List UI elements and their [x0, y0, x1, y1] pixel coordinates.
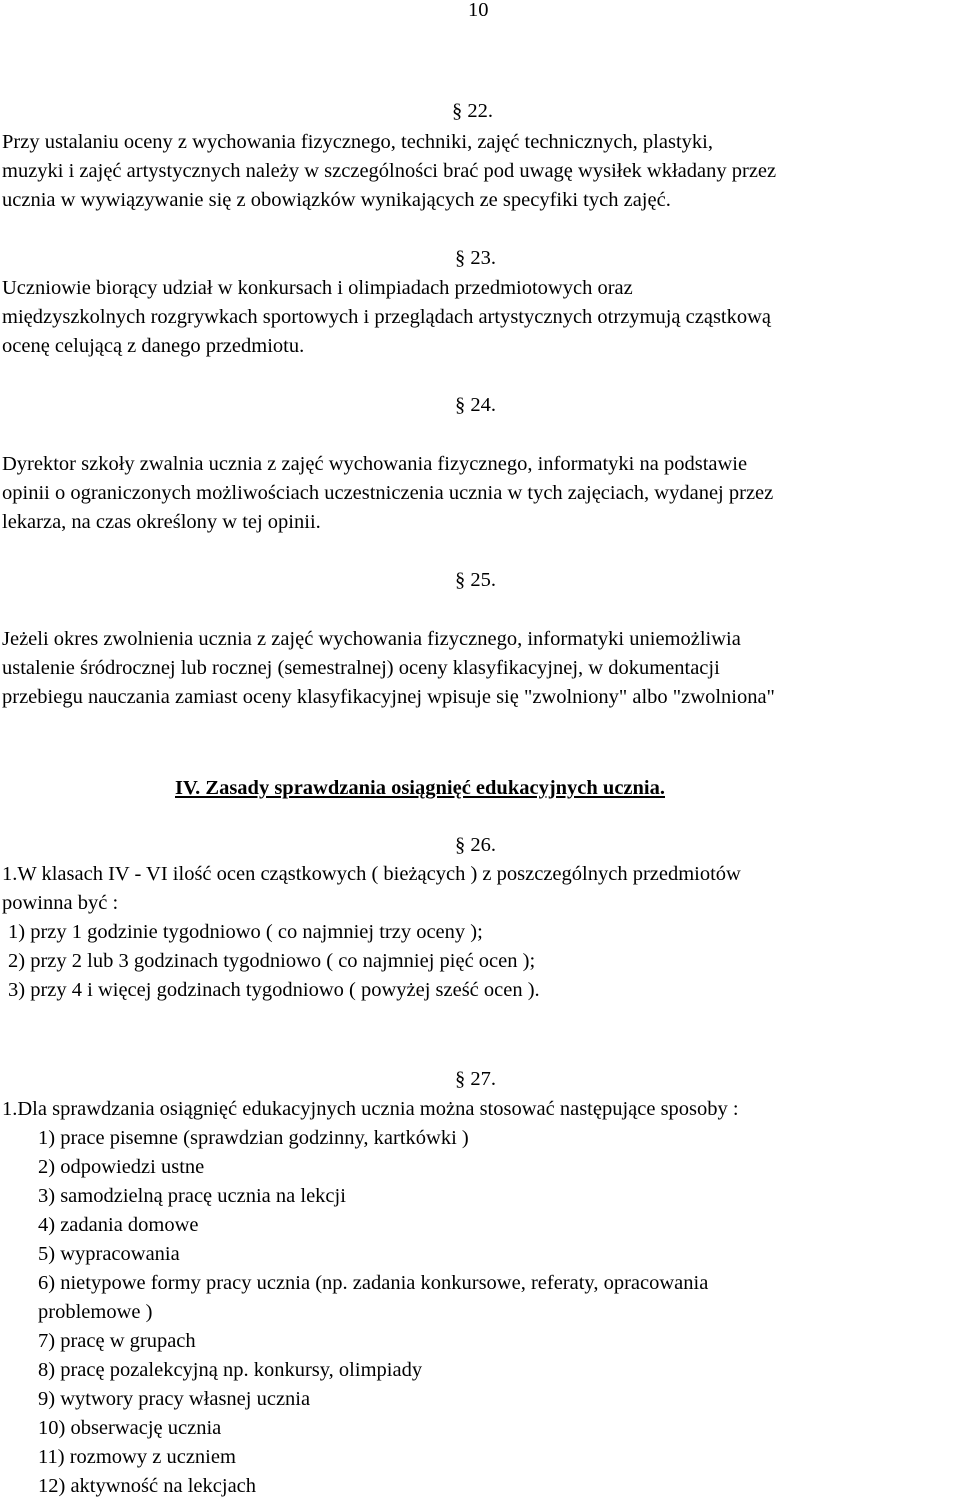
section-25-label: § 25.	[455, 569, 496, 591]
list-item: 10) obserwację ucznia	[38, 1417, 222, 1439]
text-line: ustalenie śródrocznej lub rocznej (semestralnej) oceny klasyfikacyjnej, w dokumentacji	[2, 657, 720, 679]
text-line: opinii o ograniczonych możliwościach uczestniczenia ucznia w tych zajęciach, wydanej przez	[2, 482, 774, 504]
list-item: 9) wytwory pracy własnej ucznia	[38, 1388, 311, 1410]
text-line: lekarza, na czas określony w tej opinii.	[2, 511, 321, 533]
list-item: 4) zadania domowe	[38, 1214, 199, 1236]
list-item: 6) nietypowe formy pracy ucznia (np. zadania konkursowe, referaty, opracowania	[38, 1272, 709, 1294]
section-26-label: § 26.	[455, 834, 496, 856]
text-line: ocenę celującą z danego przedmiotu.	[2, 335, 305, 357]
text-line: Dyrektor szkoły zwalnia ucznia z zajęć wychowania fizycznego, informatyki na podstawie	[2, 453, 748, 475]
section-23-label: § 23.	[455, 247, 496, 269]
text-line: 1.Dla sprawdzania osiągnięć edukacyjnych ucznia można stosować następujące sposoby :	[2, 1098, 739, 1120]
list-item: 11) rozmowy z uczniem	[38, 1446, 236, 1468]
text-line: ucznia w wywiązywanie się z obowiązków wynikających ze specyfiki tych zajęć.	[2, 189, 671, 211]
section-24-text	[2, 450, 956, 537]
text-line: muzyki i zajęć artystycznych należy w szczególności brać pod uwagę wysiłek wkładany przez	[2, 160, 777, 182]
list-item: 12) aktywność na lekcjach	[38, 1475, 257, 1497]
list-item: problemowe )	[38, 1301, 153, 1323]
list-item: 1) prace pisemne (sprawdzian godzinny, kartkówki )	[38, 1127, 469, 1149]
list-item: 3) samodzielną pracę ucznia na lekcji	[38, 1185, 346, 1207]
page-number: 10	[468, 0, 489, 21]
list-item: 8) pracę pozalekcyjną np. konkursy, olimpiady	[38, 1359, 423, 1381]
section-27-text	[2, 1095, 739, 1501]
section-23-text	[2, 274, 956, 361]
section-22-text	[2, 128, 956, 215]
list-item: 2) odpowiedzi ustne	[38, 1156, 205, 1178]
text-line: Uczniowie biorący udział w konkursach i olimpiadach przedmiotowych oraz	[2, 277, 633, 299]
text-line: Jeżeli okres zwolnienia ucznia z zajęć wychowania fizycznego, informatyki uniemożliwia	[2, 628, 741, 650]
text-line: międzyszkolnych rozgrywkach sportowych i przeglądach artystycznych otrzymują cząstkową	[2, 306, 772, 328]
section-24-label: § 24.	[455, 394, 496, 416]
section-25-text	[2, 625, 956, 712]
section-22-label: § 22.	[452, 100, 493, 122]
list-item: 2) przy 2 lub 3 godzinach tygodniowo ( co najmniej pięć ocen );	[8, 950, 536, 972]
text-line: powinna być :	[2, 892, 119, 914]
text-line: przebiegu nauczania zamiast oceny klasyfikacyjnej wpisuje się "zwolniony" albo "zwolniona"	[2, 686, 775, 708]
text-line: 1.W klasach IV - VI ilość ocen cząstkowych ( bieżących ) z poszczególnych przedmiotów	[2, 863, 741, 885]
list-item: 5) wypracowania	[38, 1243, 180, 1265]
list-item: 3) przy 4 i więcej godzinach tygodniowo ( powyżej sześć ocen ).	[8, 979, 540, 1001]
list-item: 1) przy 1 godzinie tygodniowo ( co najmniej trzy oceny );	[8, 921, 483, 943]
text-line: Przy ustalaniu oceny z wychowania fizycznego, techniki, zajęć technicznych, plastyki,	[2, 131, 713, 153]
section-27-label: § 27.	[455, 1068, 496, 1090]
chapter-heading: IV. Zasady sprawdzania osiągnięć edukacyjnych ucznia.	[175, 777, 665, 799]
list-item: 7) pracę w grupach	[38, 1330, 196, 1352]
section-26-text	[2, 860, 741, 1005]
